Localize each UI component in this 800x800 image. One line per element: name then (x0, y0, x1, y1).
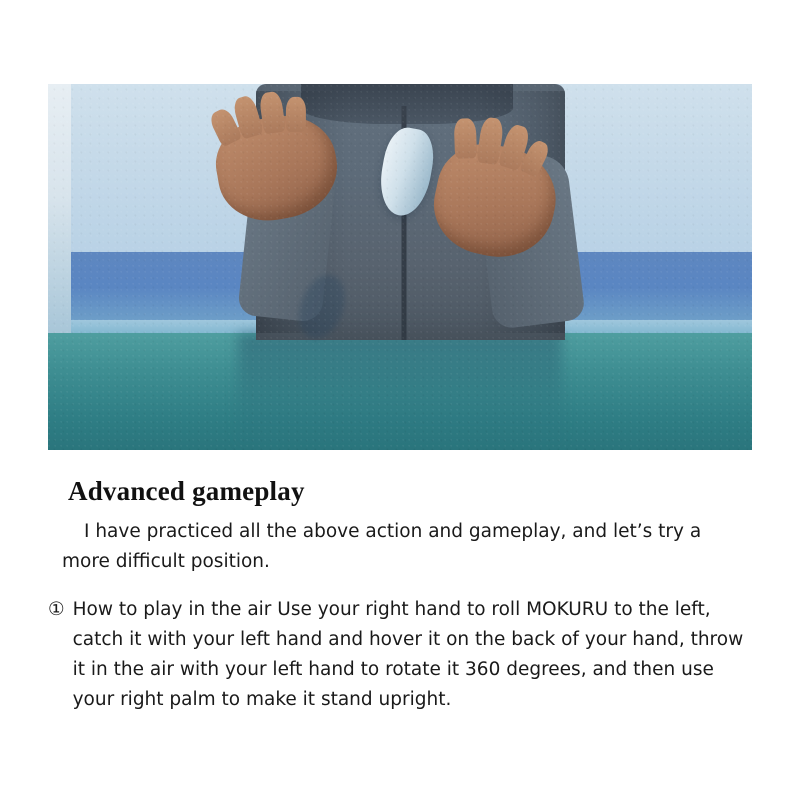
instruction-photo (48, 84, 752, 450)
table-reflection (238, 333, 562, 450)
instruction-text: How to play in the air Use your right hand to roll MOKURU to the left, catch it with your left hand and hover it on the back of your hand, throw it in the air with your left hand to rotate it 360 degrees, and then use your right palm to make it stand upright. (72, 599, 744, 710)
text-content (48, 476, 760, 715)
numbered-instruction-1 (48, 595, 760, 715)
section-heading: Advanced gameplay (68, 476, 305, 506)
intro-paragraph: I have practiced all the above action and gameplay, and let’s try a more difficult position. (62, 521, 702, 572)
left-wall-post (48, 84, 71, 333)
list-marker-circled-one: ① (48, 599, 65, 620)
finger (454, 119, 477, 159)
finger (286, 96, 306, 131)
photo-scene (48, 84, 752, 450)
